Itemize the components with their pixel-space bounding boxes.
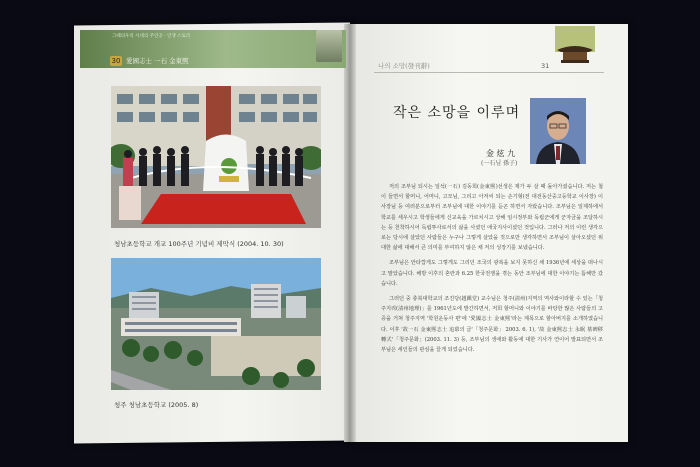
- school-aerial-photo: [111, 258, 321, 390]
- author-relation: (一石님 孫子): [481, 160, 518, 167]
- author-portrait: [530, 98, 586, 164]
- left-page-number: 30: [111, 57, 121, 65]
- chapter-title: 작은 소망을 이루며: [393, 105, 521, 121]
- running-head: 나의 소망(發刊辭): [378, 62, 430, 70]
- header-portrait-image: [316, 30, 342, 62]
- ceremony-photo: [111, 86, 321, 228]
- paragraph-2: 조부님은 안타깝게도 그렇게도 그리던 조국의 광복을 보지 못하신 채 1936년에 세상을 떠나시고 말았습니다. 해방 이후의 혼란과 6.25 한국전쟁을 겪는 동안 조부님에 대한 이야기는 뜸해만 갔습니다.: [381, 260, 603, 287]
- right-page-number: 31: [541, 62, 550, 70]
- left-header-small-text: 그때의우리 시대의 주인공 · 인생 스토리: [112, 34, 191, 39]
- school-photo-caption: 청주 청남초등학교 (2005. 8): [114, 401, 199, 409]
- ceremony-photo-caption: 청남초등학교 개교 100주년 기념비 제막식 (2004. 10. 30): [114, 240, 284, 248]
- paragraph-1: 저의 조부님 되시는 일석(一石) 김동희(金東煕)선생은 제가 두 살 때 돌아가셨습니다. 저는 철이 들면서 할머니, 어머니, 고모님, 그리고 아저씨 되는 손기형(전 대전동산중고등학교 이사장) 이사장님 등 여러분으로부터 조부님에 대한 이야기를 듣곤 하면서 자랐습니다. 조부님은 일제하에서 학교를 세우시고 학생들에게 신교육을 가르치시고 상해 임시정부와 독립군에게 군자금을 조달하시는 등 천착하시어 독립투사로서의 삶을 사셨던 애국지사이셨던 것입니다. 그러나 저의 이런 생각으로는 당시에 살았던 사람들은 누구나 그렇게 살았을 것으로만 생각하면서 조부님이 살아오셨던 위대한 삶에 대해서 큰 의미를 부여하지 않은 채 저의 성장기를 보냈습니다.: [381, 184, 603, 252]
- book-gutter: [344, 24, 356, 442]
- body-text: [381, 182, 603, 360]
- pavilion-icon: [555, 26, 595, 66]
- paragraph-3: 그러던 중 충북대학교의 조진당(趙鎭堂) 교수님은 청주(淸州)지역의 역사와이라할 수 있는「청주지리(淸州地理)」를 1961년도에 발간하면서, 저희 할머니와 이야기를 바탕한 많은 사람들의 고증을 거쳐 청주지역 '학원운동사 편'에 '愛國志士 金東煕'라는 제목으로 할아버지를 소개하였습니다. 이후 '故一石 金東煕志士 追慕의 글'「청주문화」 2003. 6. 1), '故 金東煕志士 永眠 墓碑移轉式'「청주문화」(2003. 11. 3) 등, 조부님의 생애와 활동에 대한 기사가 연이어 발표되면서 조부님은 세인들의 관심을 끌게 되었습니다.: [381, 296, 603, 354]
- header-rule: [374, 72, 604, 73]
- author-name: 金 炫 九: [486, 149, 516, 158]
- left-header-title: 愛國志士 一石 金東煕: [126, 57, 189, 65]
